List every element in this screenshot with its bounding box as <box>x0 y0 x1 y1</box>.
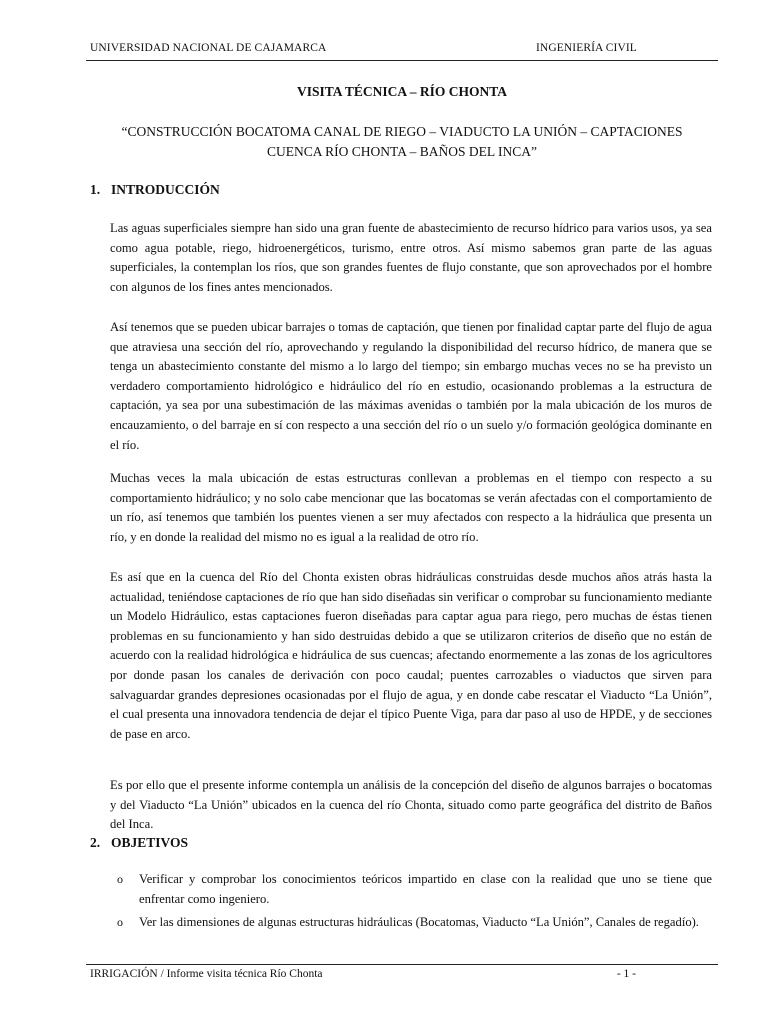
document-subtitle: “CONSTRUCCIÓN BOCATOMA CANAL DE RIEGO – VIADUCTO LA UNIÓN – CAPTACIONES CUENCA RÍO CHONTA – BAÑOS DEL INCA” <box>121 124 683 159</box>
section-title: INTRODUCCIÓN <box>111 182 220 197</box>
header-university: UNIVERSIDAD NACIONAL DE CAJAMARCA <box>90 42 327 54</box>
document-title: VISITA TÉCNICA – RÍO CHONTA <box>296 84 508 99</box>
section-heading-objetivos <box>90 835 188 851</box>
intro-paragraph-1: Las aguas superficiales siempre han sido una gran fuente de abastecimiento de recurso hídrico para varios usos, ya sea como agua potable, riego, hidroenergéticos, turismo, entre otros. Así mismo sabemos gran parte de las aguas superficiales, la contemplan los ríos, que son grandes fuentes de flujo constante, que son aprovechados por el hombre con algunos de los fines antes mencionados. <box>110 221 712 294</box>
section-number: 2. <box>90 835 101 850</box>
list-item <box>110 913 712 933</box>
header-faculty: INGENIERÍA CIVIL <box>536 42 637 54</box>
bullet-marker: o <box>117 915 123 930</box>
section-title: OBJETIVOS <box>111 835 189 850</box>
section-heading-introduccion <box>90 182 220 198</box>
intro-paragraph-3: Muchas veces la mala ubicación de estas estructuras conllevan a problemas en el tiempo con respecto a su comportamiento hidráulico; y no solo cabe mencionar que las bocatomas se verán afectadas con el comportamiento de un río, así tenemos que también los puentes vienen a ser muy afectados con respecto a la hidráulica que presenta un río, y en donde la realidad del mismo no es igual a la realidad de otro río. <box>110 471 712 544</box>
header-divider <box>86 60 718 61</box>
objective-text: Verificar y comprobar los conocimientos teóricos impartido en clase con la realidad que uno se tiene que enfrentar como ingeniero. <box>139 872 712 906</box>
page-number: - 1 - <box>616 968 636 980</box>
intro-paragraph-4: Es así que en la cuenca del Río del Chonta existen obras hidráulicas construidas desde muchos años atrás hasta la actualidad, teniéndose captaciones de río que han sido diseñadas sin verificar o comprobar su funcionamiento mediante un Modelo Hidráulico, estas captaciones fueron diseñadas para captar agua para riego, pero muchas de éstas tienen problemas en su funcionamiento y han sido destruidas debido a que se utilizaron criterios de diseño que no están de acuerdo con la realidad hidrológica e hidráulica de sus cuencas; afectando enormemente a las zonas de los agricultores por donde pasan los canales de derivación con poco caudal; puentes carrozables o viaductos que sirven para salvaguardar grandes depresiones ocasionadas por el flujo de agua, y en donde cabe rescatar el Viaducto “La Unión”, el cual presenta una innovadora tendencia de dejar el típico Puente Viga, para dar paso al uso de HPDE, y de secciones de pase en arco. <box>110 570 712 741</box>
footer-divider <box>86 964 718 965</box>
list-item <box>110 870 712 909</box>
section-number: 1. <box>90 182 101 197</box>
bullet-marker: o <box>117 872 123 886</box>
footer-course: IRRIGACIÓN / Informe visita técnica Río Chonta <box>90 968 323 980</box>
page-header <box>90 40 718 58</box>
intro-paragraph-2: Así tenemos que se pueden ubicar barrajes o tomas de captación, que tienen por finalidad captar parte del flujo de agua que atraviesa una sección del río, aprovechando y regulando la disponibilidad del recurso hídrico, de manera que se tenga un abastecimiento constante del mismo a lo largo del tiempo; sin embargo muchas veces no se ha previsto un verdadero comportamiento hidrológico e hidráulico del río en estudio, ocasionando problemas a la estructura de captación, ya sea por una subestimación de las máximas avenidas o también por la mala ubicación de los muros de encauzamiento, o del barraje en sí con respecto a una sección del río o un suelo y/o formación geológica dominante en el río. <box>110 320 712 452</box>
objectives-list <box>110 870 712 937</box>
intro-paragraph-5: Es por ello que el presente informe contempla un análisis de la concepción del diseño de algunos barrajes o bocatomas y del Viaducto “La Unión” ubicados en la cuenca del río Chonta, situado como parte geográfica del distrito de Baños del Inca. <box>110 778 712 832</box>
objective-text: Ver las dimensiones de algunas estructuras hidráulicas (Bocatomas, Viaducto “La Unión”, Canales de regadío). <box>139 915 699 930</box>
